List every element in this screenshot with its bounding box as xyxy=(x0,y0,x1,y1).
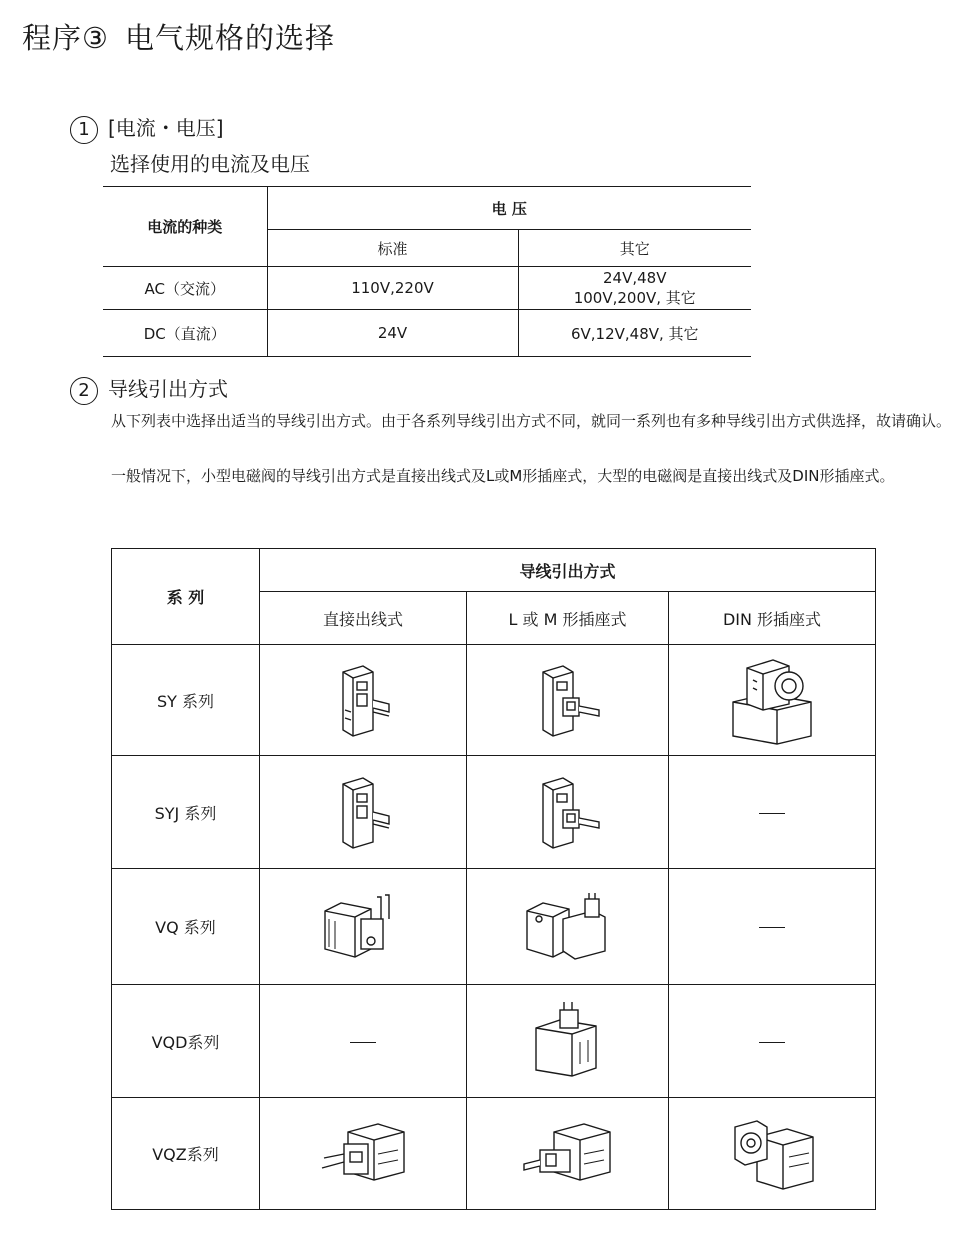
voltage-table xyxy=(103,186,751,357)
sy-direct-cell xyxy=(260,645,467,756)
section2-paragraph-2: 一般情况下，小型电磁阀的导线引出方式是直接出线式及L或M形插座式，大型的电磁阀是直接出线式及DIN形插座式。 xyxy=(111,467,895,485)
header-series: 系 列 xyxy=(112,549,260,645)
syj-direct-valve-icon xyxy=(333,772,393,852)
not-available-dash xyxy=(759,927,785,928)
syj-lm-valve-icon xyxy=(533,772,603,852)
table-row xyxy=(112,645,876,756)
header-standard: 标准 xyxy=(267,230,518,267)
vqd-lm-cell xyxy=(467,985,669,1098)
header-current-type: 电流的种类 xyxy=(103,187,267,267)
series-name: VQZ系列 xyxy=(112,1098,260,1210)
vqz-din-valve-icon xyxy=(727,1111,817,1197)
table-row xyxy=(103,310,751,357)
not-available-dash xyxy=(759,813,785,814)
table-row xyxy=(112,1098,876,1210)
section1-title: [电流・电压] xyxy=(108,116,224,140)
syj-lm-cell xyxy=(467,756,669,869)
standard-voltage-cell: 110V,220V xyxy=(267,267,518,310)
vq-direct-valve-icon xyxy=(321,889,405,965)
vq-din-cell xyxy=(669,869,876,985)
sy-direct-valve-icon xyxy=(333,660,393,740)
current-type-cell: DC（直流） xyxy=(103,310,267,357)
standard-voltage-cell: 24V xyxy=(267,310,518,357)
sy-din-cell xyxy=(669,645,876,756)
vqd-lm-valve-icon xyxy=(530,998,606,1084)
table-row xyxy=(112,869,876,985)
vq-direct-cell xyxy=(260,869,467,985)
sy-din-valve-icon xyxy=(727,652,817,748)
section2-title: 导线引出方式 xyxy=(108,377,228,401)
other-voltage-line2: 100V,200V, 其它 xyxy=(573,289,696,307)
step-label: 程序③ xyxy=(22,21,109,55)
section1-number: 1 xyxy=(70,116,98,144)
vqz-lm-valve-icon xyxy=(520,1114,616,1194)
series-name: SYJ 系列 xyxy=(112,756,260,869)
section1-subheading: 选择使用的电流及电压 xyxy=(110,152,310,176)
title-text: 电气规格的选择 xyxy=(125,21,336,55)
lead-wire-table xyxy=(111,548,876,1210)
current-type-cell: AC（交流） xyxy=(103,267,267,310)
header-din-plug: DIN 形插座式 xyxy=(669,592,876,645)
sy-lm-cell xyxy=(467,645,669,756)
table-row xyxy=(112,985,876,1098)
header-lead-method: 导线引出方式 xyxy=(260,549,876,592)
series-name: VQ 系列 xyxy=(112,869,260,985)
header-lm-plug: L 或 M 形插座式 xyxy=(467,592,669,645)
table-row xyxy=(103,267,751,310)
other-voltage-cell xyxy=(518,267,751,310)
vqz-lm-cell xyxy=(467,1098,669,1210)
other-voltage-line1: 24V,48V xyxy=(603,269,667,287)
page-title xyxy=(22,16,335,57)
vqz-din-cell xyxy=(669,1098,876,1210)
other-voltage-cell: 6V,12V,48V, 其它 xyxy=(518,310,751,357)
vqz-direct-valve-icon xyxy=(318,1114,408,1194)
series-name: SY 系列 xyxy=(112,645,260,756)
not-available-dash xyxy=(350,1042,376,1043)
header-direct: 直接出线式 xyxy=(260,592,467,645)
not-available-dash xyxy=(759,1042,785,1043)
syj-din-cell xyxy=(669,756,876,869)
syj-direct-cell xyxy=(260,756,467,869)
series-name: VQD系列 xyxy=(112,985,260,1098)
section1-heading xyxy=(70,112,224,144)
section2-paragraph-1: 从下列表中选择出适当的导线引出方式。由于各系列导线引出方式不同，就同一系列也有多种导线引出方式供选择，故请确认。 xyxy=(111,412,952,430)
section2-number: 2 xyxy=(70,377,98,405)
sy-lm-valve-icon xyxy=(533,660,603,740)
vqd-direct-cell xyxy=(260,985,467,1098)
table-row xyxy=(112,756,876,869)
header-voltage: 电 压 xyxy=(267,187,751,230)
vq-lm-valve-icon xyxy=(523,889,613,965)
vqz-direct-cell xyxy=(260,1098,467,1210)
header-other: 其它 xyxy=(518,230,751,267)
vq-lm-cell xyxy=(467,869,669,985)
vqd-din-cell xyxy=(669,985,876,1098)
section2-heading xyxy=(70,373,228,405)
